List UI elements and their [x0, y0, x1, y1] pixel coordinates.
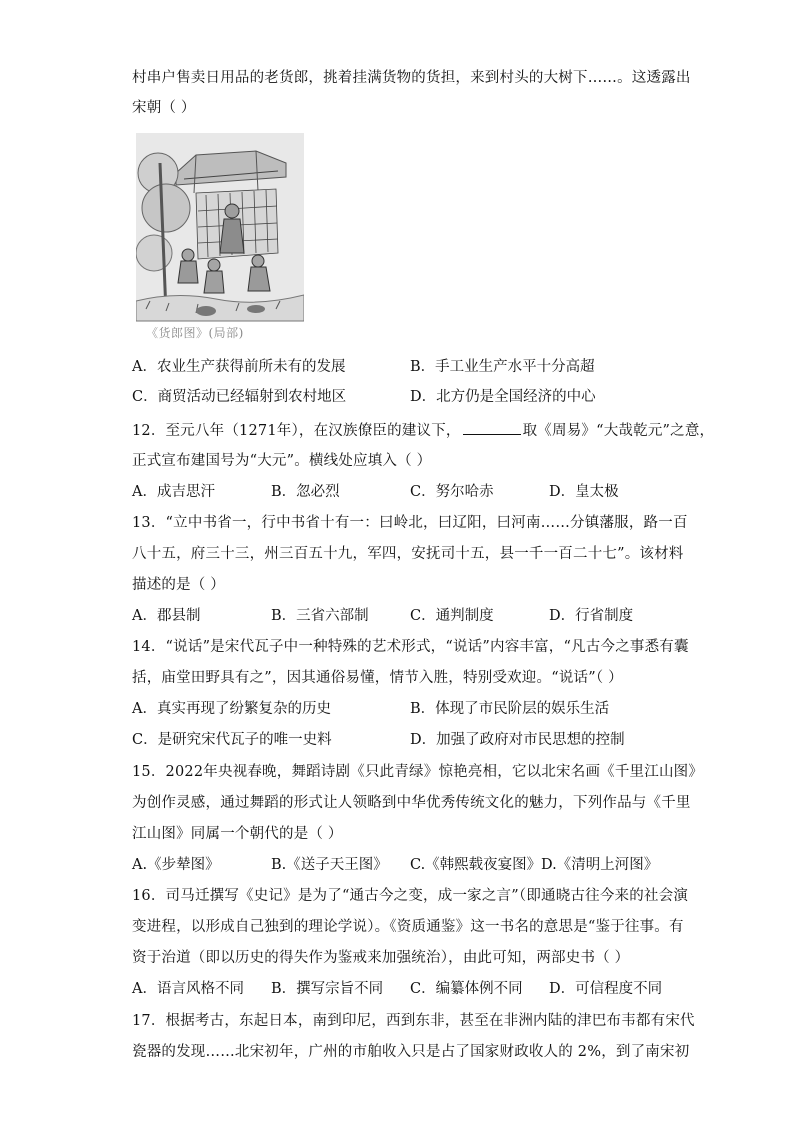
q12-option-a[interactable]: A．成吉思汗 — [132, 484, 215, 500]
q12-stem-part-1: 12．至元八年（1271年），在汉族僚臣的建议下， — [132, 423, 461, 439]
q13-option-b[interactable]: B．三省六部制 — [271, 608, 369, 624]
q15-option-d[interactable]: D.《清明上河图》 — [541, 857, 659, 873]
q13-option-c[interactable]: C．通判制度 — [410, 608, 494, 624]
q12-option-c[interactable]: C．努尔哈赤 — [410, 484, 494, 500]
q15-option-c[interactable]: C.《韩熙载夜宴图》 — [410, 857, 542, 873]
q12-answer-blank — [463, 420, 521, 435]
q16-line-1: 16．司马迁撰写《史记》是为了“通古今之变，成一家之言”（即通晓古往今来的社会演 — [132, 888, 689, 904]
q14-line-1: 14．“说话”是宋代瓦子中一种特殊的艺术形式，“说话”内容丰富，“凡古今之事悉有囊 — [132, 639, 689, 655]
q13-option-d[interactable]: D．行省制度 — [549, 608, 634, 624]
q12-line-1 — [132, 420, 714, 441]
q14-option-b[interactable]: B．体现了市民阶层的娱乐生活 — [410, 701, 610, 717]
q15-line-3: 江山图》同属一个朝代的是（ ） — [132, 826, 343, 842]
q11-line-1: 村串户售卖日用品的老货郎，挑着挂满货物的货担，来到村头的大树下……。这透露出 — [132, 70, 691, 86]
q11-option-d[interactable]: D．北方仍是全国经济的中心 — [410, 389, 596, 405]
q11-option-c[interactable]: C．商贸活动已经辐射到农村地区 — [132, 389, 347, 405]
q14-option-c[interactable]: C．是研究宋代瓦子的唯一史料 — [132, 732, 332, 748]
q11-option-a[interactable]: A．农业生产获得前所未有的发展 — [132, 359, 346, 375]
q16-line-2: 变进程，以形成自己独到的理论学说）。《资质通鉴》这一书名的意思是“鉴于往事。有 — [132, 919, 684, 935]
q16-option-c[interactable]: C．编纂体例不同 — [410, 981, 523, 997]
q16-option-d[interactable]: D．可信程度不同 — [549, 981, 663, 997]
q14-option-d[interactable]: D．加强了政府对市民思想的控制 — [410, 732, 625, 748]
q12-line-2: 正式宣布建国号为“大元”。横线处应填入（ ） — [132, 453, 432, 469]
huolang-painting-image — [136, 133, 304, 345]
q15-line-1: 15．2022年央视春晚，舞蹈诗剧《只此青绿》惊艳亮相，它以北宋名画《千里江山图》 — [132, 764, 704, 780]
q13-line-1: 13．“立中书省一，行中书省十有一：曰岭北，曰辽阳，曰河南……分镇藩服，路一百 — [132, 515, 688, 531]
figure-caption: 《货郎图》(局部) — [146, 326, 244, 340]
q15-line-2: 为创作灵感，通过舞蹈的形式让人领略到中华优秀传统文化的魅力，下列作品与《千里 — [132, 795, 691, 811]
q11-option-b[interactable]: B．手工业生产水平十分高超 — [410, 359, 595, 375]
q15-option-a[interactable]: A.《步辇图》 — [132, 857, 220, 873]
q13-line-2: 八十五，府三十三，州三百五十九，军四，安抚司十五，县一千一百二十七”。该材料 — [132, 546, 684, 562]
q16-option-a[interactable]: A．语言风格不同 — [132, 981, 244, 997]
q12-option-d[interactable]: D．皇太极 — [549, 484, 619, 500]
q14-line-2: 括，庙堂田野具有之”，因其通俗易懂，情节入胜，特别受欢迎。“说话”（ ） — [132, 670, 623, 686]
q16-line-3: 资于治道（即以历史的得失作为鉴戒来加强统治），由此可知，两部史书（ ） — [132, 950, 630, 966]
q14-option-a[interactable]: A．真实再现了纷繁复杂的历史 — [132, 701, 331, 717]
q13-line-3: 描述的是（ ） — [132, 577, 226, 593]
q13-option-a[interactable]: A．郡县制 — [132, 608, 201, 624]
q15-option-b[interactable]: B.《送子天王图》 — [271, 857, 388, 873]
q12-option-b[interactable]: B．忽必烈 — [271, 484, 340, 500]
q17-line-1: 17．根据考古，东起日本，南到印尼，西到东非，甚至在非洲内陆的津巴布韦都有宋代 — [132, 1013, 695, 1029]
q12-stem-part-2: 取《周易》“大哉乾元”之意， — [522, 423, 715, 439]
q11-line-2: 宋朝（ ） — [132, 100, 196, 116]
q16-option-b[interactable]: B．撰写宗旨不同 — [271, 981, 384, 997]
q17-line-2: 瓷器的发现……北宋初年，广州的市舶收入只是占了国家财政收人的 2%，到了南宋初 — [132, 1044, 690, 1060]
